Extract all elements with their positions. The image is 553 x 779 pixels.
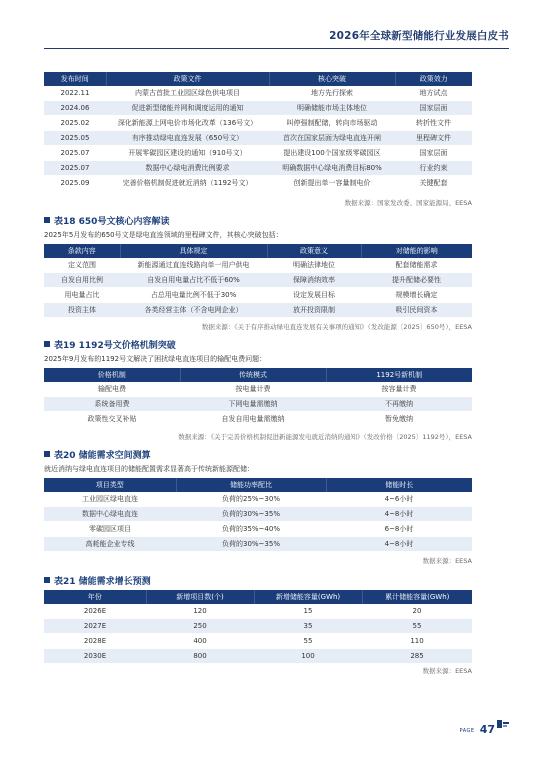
table-cell: 20 (362, 604, 472, 619)
table-row (44, 604, 472, 619)
column-header: 储能时长 (326, 478, 472, 492)
table-cell: 暂免缴纳 (326, 412, 472, 427)
table-cell: 2025.02 (44, 116, 106, 131)
table-header-row (44, 368, 472, 382)
table-row (44, 116, 472, 131)
section-description: 2025年5月发布的650号文是绿电直连领域的里程碑文件，其核心突破包括： (44, 231, 283, 239)
table-cell: 2025.07 (44, 146, 106, 161)
table-row (44, 382, 472, 397)
table-cell: 2026E (44, 604, 146, 619)
table-cell: 55 (254, 634, 362, 649)
table-cell: 保障消纳效率 (267, 273, 361, 288)
table-cell: 4~6小时 (326, 492, 472, 507)
table-cell: 2025.09 (44, 176, 106, 191)
table-cell: 完善价格机制促进就近消纳（1192号文） (106, 176, 269, 191)
section-title (44, 574, 151, 587)
column-header: 政策文件 (106, 72, 269, 86)
section-description: 2025年9月发布的1192号文解决了困扰绿电直连项目的输配电费问题： (44, 355, 267, 363)
section-description: 就近消纳与绿电直连项目的储能配置需求显著高于传统新能源配储： (44, 465, 254, 473)
bullet-square-icon (44, 577, 50, 583)
policy-table (44, 72, 472, 191)
table-row (44, 131, 472, 146)
column-header: 条款内容 (44, 244, 120, 258)
table-cell: 叫停强制配储，转向市场驱动 (269, 116, 395, 131)
table-cell: 规模增长确定 (361, 288, 472, 303)
table-cell: 高耗能企业专线 (44, 537, 176, 552)
table-cell: 4~8小时 (326, 537, 472, 552)
table-cell: 零碳园区项目 (44, 522, 176, 537)
source-note: 数据来源：《关于完善价格机制促进新能源发电就近消纳的通知》（发改价格〔2025〕1192号），EESA (178, 433, 472, 441)
column-header: 对储能的影响 (361, 244, 472, 258)
table-cell: 各类经营主体（不含电网企业） (120, 303, 267, 318)
table-cell: 100 (254, 649, 362, 664)
table-row (44, 161, 472, 176)
table-cell: 250 (146, 619, 254, 634)
table-row (44, 101, 472, 116)
table-row (44, 537, 472, 552)
table-header-row (44, 244, 472, 258)
table-cell: 工业园区绿电直连 (44, 492, 176, 507)
section-title-text: 表20 储能需求空间测算 (54, 451, 151, 461)
table-cell: 设定发展目标 (267, 288, 361, 303)
table-cell: 配套储能需求 (361, 258, 472, 273)
source-note: 数据来源：国家发改委、国家能源局、EESA (344, 199, 472, 207)
section-title (44, 214, 169, 227)
table-header-row (44, 590, 472, 604)
table-cell: 行业约束 (395, 161, 472, 176)
table-row (44, 522, 472, 537)
table-cell: 提升配储必要性 (361, 273, 472, 288)
table-cell: 政策性交叉补贴 (44, 412, 180, 427)
table-cell: 明确储能市场主体地位 (269, 101, 395, 116)
section-title-text: 表19 1192号文价格机制突破 (54, 341, 176, 351)
table-cell: 输配电费 (44, 382, 180, 397)
storage-demand-table (44, 478, 472, 552)
table-cell: 首次在国家层面为绿电直连开闸 (269, 131, 395, 146)
table-cell: 下网电量需缴纳 (180, 397, 326, 412)
table-cell: 800 (146, 649, 254, 664)
table-cell: 285 (362, 649, 472, 664)
table-row (44, 492, 472, 507)
table-cell: 自发自用比例 (44, 273, 120, 288)
page-corner-icon (497, 720, 509, 728)
column-header: 1192号新机制 (326, 368, 472, 382)
table-cell: 提出建设100个国家级零碳园区 (269, 146, 395, 161)
table-cell: 转折性文件 (395, 116, 472, 131)
table-cell: 内蒙古首批工业园区绿色供电项目 (106, 86, 269, 101)
bullet-square-icon (44, 451, 50, 457)
column-header: 政策意义 (267, 244, 361, 258)
table-cell: 新能源通过直连线路向单一用户供电 (120, 258, 267, 273)
table-cell: 自发自用电量需缴纳 (180, 412, 326, 427)
table-cell: 负荷的30%~35% (176, 537, 326, 552)
table-cell: 按容量计费 (326, 382, 472, 397)
table-cell: 国家层面 (395, 146, 472, 161)
table-cell: 负荷的35%~40% (176, 522, 326, 537)
column-header: 储能功率配比 (176, 478, 326, 492)
table-cell: 关键配套 (395, 176, 472, 191)
table-cell: 吸引民间资本 (361, 303, 472, 318)
column-header: 传统模式 (180, 368, 326, 382)
table-cell: 400 (146, 634, 254, 649)
table-cell: 6~8小时 (326, 522, 472, 537)
table-cell: 不再缴纳 (326, 397, 472, 412)
section-title-text: 表18 650号文核心内容解读 (54, 217, 170, 227)
column-header: 年份 (44, 590, 146, 604)
table-row (44, 86, 472, 101)
table-row (44, 397, 472, 412)
table-cell: 110 (362, 634, 472, 649)
table-cell: 占总用电量比例不低于30% (120, 288, 267, 303)
table-cell: 2024.06 (44, 101, 106, 116)
table-row (44, 649, 472, 664)
column-header: 具体规定 (120, 244, 267, 258)
column-header: 核心突破 (269, 72, 395, 86)
section-title-text: 表21 储能需求增长预测 (54, 577, 151, 587)
column-header: 发布时间 (44, 72, 106, 86)
table-cell: 2025.05 (44, 131, 106, 146)
table-row (44, 288, 472, 303)
table-cell: 地方先行探索 (269, 86, 395, 101)
bullet-square-icon (44, 217, 50, 223)
table-cell: 按电量计费 (180, 382, 326, 397)
column-header: 项目类型 (44, 478, 176, 492)
table-cell: 明确数据中心绿电消费目标80% (269, 161, 395, 176)
table-cell: 负荷的25%~30% (176, 492, 326, 507)
column-header: 累计储能容量(GWh) (362, 590, 472, 604)
table-row (44, 507, 472, 522)
table-cell: 国家层面 (395, 101, 472, 116)
table-cell: 有序推动绿电直连发展（650号文） (106, 131, 269, 146)
table-row (44, 258, 472, 273)
table-cell: 数据中心绿电直连 (44, 507, 176, 522)
table-row (44, 634, 472, 649)
table-cell: 120 (146, 604, 254, 619)
table-cell: 4~8小时 (326, 507, 472, 522)
table-cell: 2025.07 (44, 161, 106, 176)
table-cell: 明确法律地位 (267, 258, 361, 273)
table-cell: 15 (254, 604, 362, 619)
table-cell: 创新提出单一容量制电价 (269, 176, 395, 191)
table-row (44, 619, 472, 634)
column-header: 新增项目数(个) (146, 590, 254, 604)
storage-forecast-table (44, 590, 472, 664)
table-cell: 自发自用电量占比不低于60% (120, 273, 267, 288)
table-row (44, 176, 472, 191)
page-number-value: 47 (479, 723, 495, 736)
table-cell: 55 (362, 619, 472, 634)
table-cell: 地方试点 (395, 86, 472, 101)
table-cell: 促进新型储能并网和调度运用的通知 (106, 101, 269, 116)
table-row (44, 303, 472, 318)
source-note: 数据来源：EESA (422, 557, 472, 565)
table-cell: 35 (254, 619, 362, 634)
table-cell: 放开投资限制 (267, 303, 361, 318)
page-label: PAGE (459, 728, 475, 734)
section-title (44, 338, 176, 351)
table-cell: 里程碑文件 (395, 131, 472, 146)
column-header: 新增储能容量(GWh) (254, 590, 362, 604)
table-cell: 2022.11 (44, 86, 106, 101)
table-cell: 数据中心绿电消费比例要求 (106, 161, 269, 176)
bullet-square-icon (44, 341, 50, 347)
table-header-row (44, 478, 472, 492)
table-cell: 2028E (44, 634, 146, 649)
policy-650-table (44, 244, 472, 318)
table-row (44, 146, 472, 161)
price-mechanism-table (44, 368, 472, 427)
table-row (44, 412, 472, 427)
page-number (460, 718, 495, 737)
table-cell: 用电量占比 (44, 288, 120, 303)
header-title: 2026年全球新型储能行业发展白皮书 (329, 30, 509, 42)
table-cell: 投资主体 (44, 303, 120, 318)
section-title (44, 448, 151, 461)
table-cell: 开展零碳园区建设的通知（910号文） (106, 146, 269, 161)
table-header-row (44, 72, 472, 86)
table-cell: 2030E (44, 649, 146, 664)
table-row (44, 273, 472, 288)
source-note: 数据来源：EESA (422, 667, 472, 675)
table-cell: 负荷的30%~35% (176, 507, 326, 522)
header-divider (44, 48, 509, 49)
table-cell: 定义范围 (44, 258, 120, 273)
source-note: 数据来源：《关于有序推动绿电直连发展有关事项的通知》（发改能源〔2025〕650号），EESA (201, 323, 472, 331)
column-header: 价格机制 (44, 368, 180, 382)
table-cell: 深化新能源上网电价市场化改革（136号文） (106, 116, 269, 131)
table-cell: 系统备用费 (44, 397, 180, 412)
column-header: 政策效力 (395, 72, 472, 86)
table-cell: 2027E (44, 619, 146, 634)
